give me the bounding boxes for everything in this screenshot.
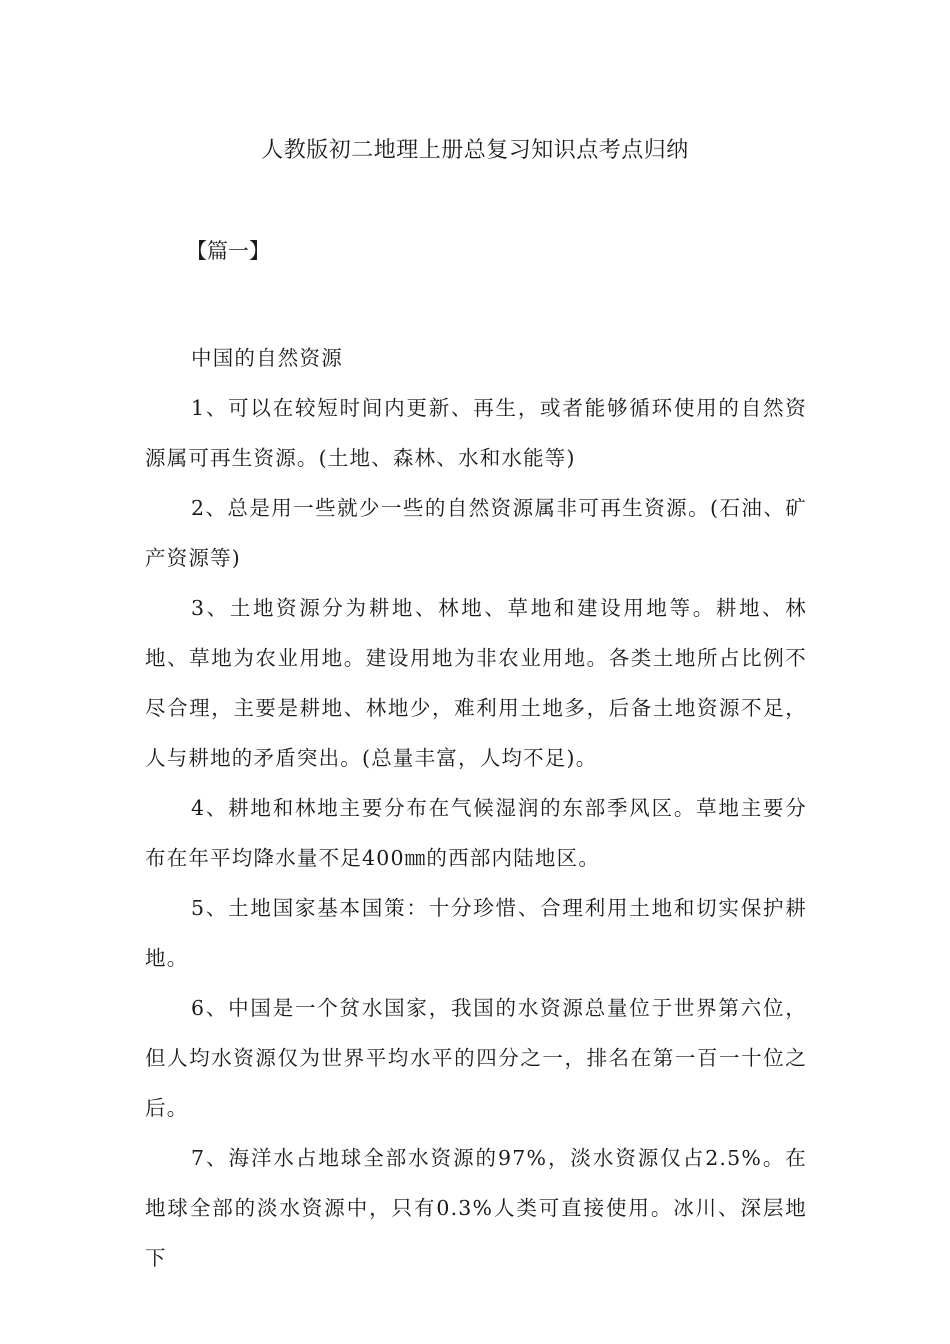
paragraph-2: 2、总是用一些就少一些的自然资源属非可再生资源。(石油、矿产资源等) [145, 496, 807, 570]
paragraph-7: 7、海洋水占地球全部水资源的97%，淡水资源仅占2.5%。在地球全部的淡水资源中，只有0.3%人类可直接使用。冰川、深层地下 [145, 1146, 807, 1270]
paragraph-3: 3、土地资源分为耕地、林地、草地和建设用地等。耕地、林地、草地为农业用地。建设用地为非农业用地。各类土地所占比例不尽合理，主要是耕地、林地少，难利用土地多，后备土地资源不足，人与耕地的矛盾突出。(总量丰富，人均不足)。 [145, 596, 807, 770]
paragraph-4: 4、耕地和林地主要分布在气候湿润的东部季风区。草地主要分布在年平均降水量不足400㎜的西部内陆地区。 [145, 796, 807, 870]
paragraph-5: 5、土地国家基本国策：十分珍惜、合理利用土地和切实保护耕地。 [145, 896, 807, 970]
document-body [145, 333, 807, 1283]
paragraph-1: 1、可以在较短时间内更新、再生，或者能够循环使用的自然资源属可再生资源。(土地、森林、水和水能等) [145, 396, 807, 470]
document-title: 人教版初二地理上册总复习知识点考点归纳 [261, 138, 689, 163]
section-heading: 中国的自然资源 [191, 346, 343, 370]
paragraph-6: 6、中国是一个贫水国家，我国的水资源总量位于世界第六位，但人均水资源仅为世界平均水平的四分之一，排名在第一百一十位之后。 [145, 996, 807, 1120]
section-label: 【篇一】 [186, 239, 270, 263]
